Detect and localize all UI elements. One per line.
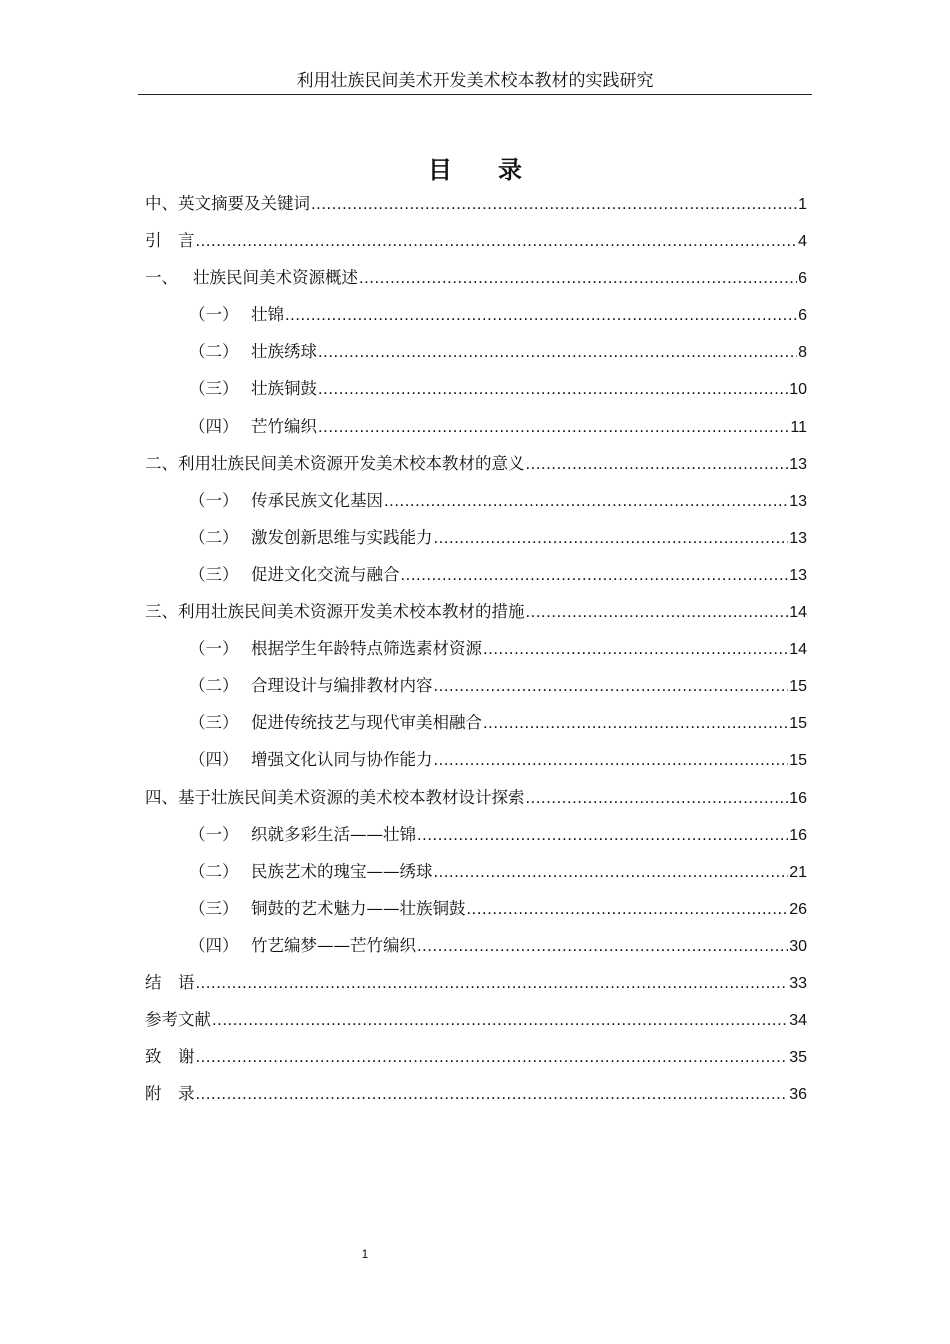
toc-entry[interactable] <box>145 704 807 741</box>
toc-entry[interactable] <box>145 667 807 704</box>
toc-entry-page: 13 <box>789 455 807 473</box>
toc-entry-title: 民族艺术的瑰宝——绣球 <box>251 861 433 881</box>
toc-entry-title: 合理设计与编排教材内容 <box>251 676 433 696</box>
toc-entry-number: （一） <box>189 490 239 510</box>
toc-entry-number: （一） <box>189 639 239 659</box>
toc-leader-dots <box>434 520 789 557</box>
toc-entry[interactable] <box>145 1075 807 1112</box>
toc-entry-page: 21 <box>789 863 807 881</box>
toc-entry[interactable] <box>145 1001 807 1038</box>
toc-entry-page: 1 <box>798 196 807 213</box>
toc-entry-number: （三） <box>189 564 239 584</box>
toc-entry-number: 一、 <box>145 268 178 288</box>
toc-entry-title: 壮族铜鼓 <box>251 379 317 399</box>
toc-entry[interactable] <box>145 185 807 222</box>
toc-entry-number: （二） <box>189 527 239 547</box>
toc-entry-number: （二） <box>189 676 239 696</box>
toc-entry-number: （三） <box>189 713 239 733</box>
toc-leader-dots <box>196 1076 789 1113</box>
toc-title-left: 目 <box>428 156 452 184</box>
toc-entry-page: 10 <box>789 381 807 399</box>
toc-leader-dots <box>483 631 788 668</box>
toc-entry-number: （一） <box>189 305 239 325</box>
toc-entry-title: 促进文化交流与融合 <box>251 564 400 584</box>
toc-entry[interactable] <box>145 222 807 259</box>
toc-title <box>0 150 950 185</box>
toc-entry-number: （四） <box>189 750 239 770</box>
toc-leader-dots <box>526 780 789 817</box>
toc-entry-page: 33 <box>789 974 807 992</box>
toc-entry-page: 4 <box>798 233 807 251</box>
toc-entry-page: 30 <box>789 937 807 955</box>
toc-entry[interactable] <box>145 259 807 296</box>
toc-leader-dots <box>359 260 797 297</box>
toc-entry-page: 14 <box>789 604 807 622</box>
toc-entry-number: （四） <box>189 416 239 436</box>
toc-leader-dots <box>417 928 788 965</box>
toc-entry-number: （一） <box>189 824 239 844</box>
toc-leader-dots <box>384 483 788 520</box>
toc-entry-title: 结 语 <box>145 972 195 992</box>
toc-entry-page: 16 <box>789 789 807 807</box>
toc-leader-dots <box>285 297 797 334</box>
toc-entry-title: 二、利用壮族民间美术资源开发美术校本教材的意义 <box>145 453 525 473</box>
toc-entry[interactable] <box>145 816 807 853</box>
toc-title-right: 录 <box>498 156 522 184</box>
running-header: 利用壮族民间美术开发美术校本教材的实践研究 <box>138 68 812 95</box>
toc-leader-dots <box>212 1002 788 1039</box>
toc-entry-page: 26 <box>789 900 807 918</box>
toc-entry[interactable] <box>145 370 807 407</box>
toc-entry-title: 致 谢 <box>145 1047 195 1067</box>
toc-entry-page: 6 <box>798 307 807 325</box>
toc-entry-title: 壮族绣球 <box>251 342 317 362</box>
toc-entry[interactable] <box>145 593 807 630</box>
toc-entry-title: 芒竹编织 <box>251 416 317 436</box>
toc-entry-title: 传承民族文化基因 <box>251 490 383 510</box>
toc-leader-dots <box>434 668 789 705</box>
toc-entry-page: 36 <box>789 1086 807 1104</box>
toc-entry-page: 13 <box>789 566 807 584</box>
toc-entry-title: 参考文献 <box>145 1010 211 1030</box>
toc-entry-page: 15 <box>789 715 807 733</box>
toc-entry-number: （二） <box>189 861 239 881</box>
toc-entry[interactable] <box>145 296 807 333</box>
toc-leader-dots <box>434 742 789 779</box>
toc-entry-number: （四） <box>189 935 239 955</box>
toc-entry-number: （三） <box>189 379 239 399</box>
toc-entry[interactable] <box>145 630 807 667</box>
toc-entry-page: 11 <box>790 418 807 436</box>
toc-leader-dots <box>196 1039 789 1076</box>
toc-leader-dots <box>318 334 797 371</box>
page-number: 1 <box>361 1247 369 1261</box>
toc-entry-page: 15 <box>789 678 807 696</box>
toc-entry[interactable] <box>145 853 807 890</box>
toc-leader-dots <box>467 891 789 928</box>
toc-entry[interactable] <box>145 482 807 519</box>
toc-entry[interactable] <box>145 445 807 482</box>
toc-entry-title: 中、英文摘要及关键词 <box>145 194 310 213</box>
toc-entry-number: （三） <box>189 898 239 918</box>
toc-entry-page: 16 <box>789 826 807 844</box>
toc-entry[interactable] <box>145 890 807 927</box>
toc-entry-page: 8 <box>798 344 807 362</box>
toc-entry-page: 13 <box>789 492 807 510</box>
toc-entry-page: 15 <box>789 752 807 770</box>
toc-entry-page: 13 <box>789 529 807 547</box>
toc-entry[interactable] <box>145 964 807 1001</box>
toc-entry[interactable] <box>145 927 807 964</box>
toc-entry[interactable] <box>145 333 807 370</box>
toc-entry-number: （二） <box>189 342 239 362</box>
toc-entry-title: 根据学生年龄特点筛选素材资源 <box>251 639 482 659</box>
toc-leader-dots <box>196 965 789 1002</box>
toc-leader-dots <box>318 371 788 408</box>
toc-leader-dots <box>526 594 789 631</box>
toc-entry-title: 激发创新思维与实践能力 <box>251 527 433 547</box>
toc-entry[interactable] <box>145 741 807 778</box>
table-of-contents <box>145 185 807 1112</box>
toc-leader-dots <box>434 854 789 891</box>
toc-leader-dots <box>526 446 789 483</box>
toc-leader-dots <box>318 409 789 446</box>
toc-entry[interactable] <box>145 519 807 556</box>
toc-leader-dots <box>401 557 789 594</box>
toc-entry[interactable] <box>145 556 807 593</box>
toc-entry-title: 增强文化认同与协作能力 <box>251 750 433 770</box>
toc-entry-title: 壮族民间美术资源概述 <box>193 268 358 288</box>
toc-entry[interactable] <box>145 1038 807 1075</box>
toc-entry-title: 竹艺编梦——芒竹编织 <box>251 935 416 955</box>
toc-leader-dots <box>483 705 788 742</box>
toc-entry[interactable] <box>145 408 807 445</box>
toc-entry-title: 四、基于壮族民间美术资源的美术校本教材设计探索 <box>145 787 525 807</box>
toc-leader-dots <box>196 223 798 260</box>
toc-entry-title: 壮锦 <box>251 305 284 325</box>
toc-entry-title: 引 言 <box>145 231 195 251</box>
toc-entry[interactable] <box>145 779 807 816</box>
toc-entry-page: 35 <box>789 1049 807 1067</box>
toc-entry-page: 14 <box>789 641 807 659</box>
toc-leader-dots <box>417 817 788 854</box>
toc-entry-title: 三、利用壮族民间美术资源开发美术校本教材的措施 <box>145 602 525 622</box>
toc-entry-title: 促进传统技艺与现代审美相融合 <box>251 713 482 733</box>
toc-entry-title: 附 录 <box>145 1084 195 1104</box>
toc-entry-page: 6 <box>798 270 807 288</box>
toc-entry-title: 铜鼓的艺术魅力——壮族铜鼓 <box>251 898 466 918</box>
toc-entry-title: 织就多彩生活——壮锦 <box>251 824 416 844</box>
toc-leader-dots <box>311 186 797 223</box>
toc-entry-page: 34 <box>789 1012 807 1030</box>
